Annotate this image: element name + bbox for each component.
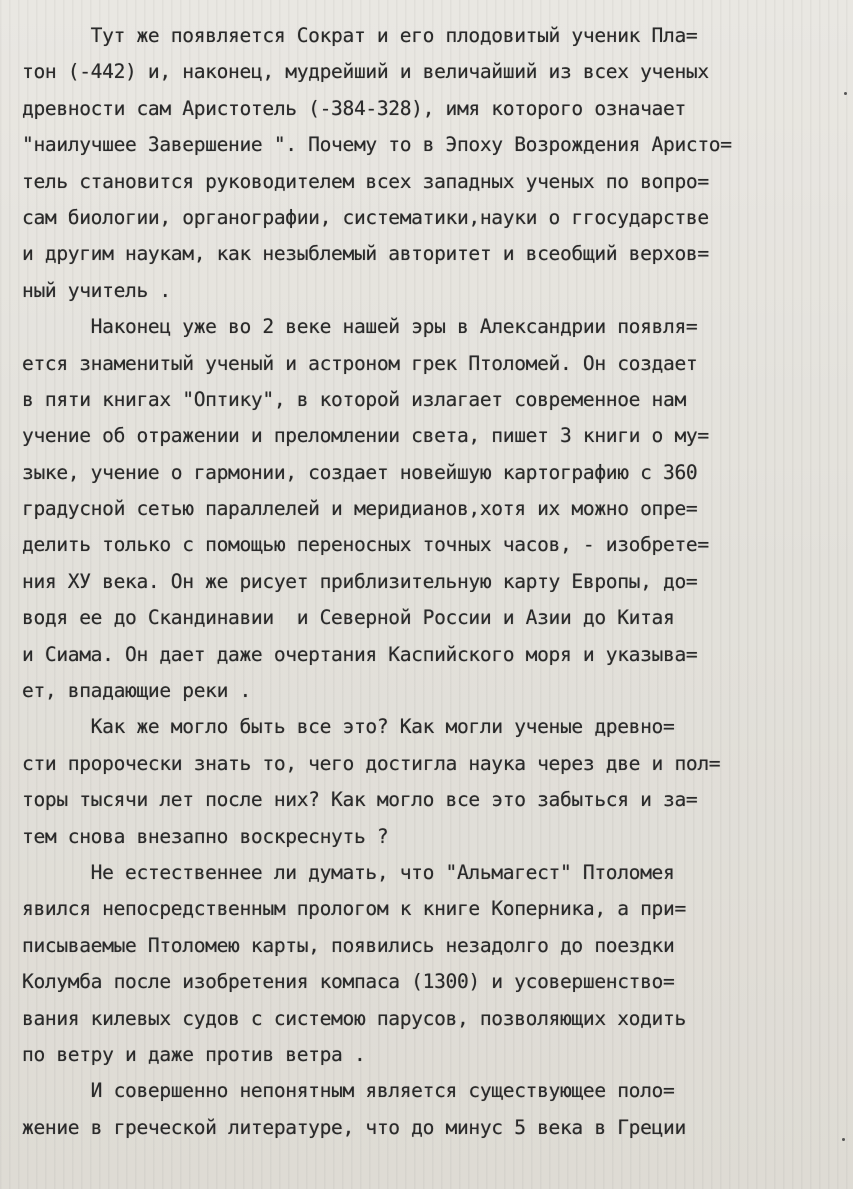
page-text [22,18,837,1146]
text-line: торы тысячи лет после них? Как могло все это забыться и за= [22,788,698,812]
text-line: ный учитель . [22,278,171,302]
text-line: древности сам Аристотель (-384-328), имя которого означает [22,96,686,120]
text-line: ет, впадающие реки . [22,679,251,703]
text-line: делить только с помощью переносных точных часов, - изобрете= [22,533,709,557]
margin-speck [842,1138,845,1141]
text-line: учение об отражении и преломлении света, пишет 3 книги о му= [22,424,709,448]
text-line: ния ХУ века. Он же рисует приблизительную карту Европы, до= [22,569,698,593]
text-line: вания килевых судов с системою парусов, позволяющих ходить [22,1006,686,1030]
text-line: Колумба после изобретения компаса (1300) и усовершенство= [22,970,675,994]
text-line: И совершенно непонятным является существующее поло= [22,1079,675,1103]
text-line: Как же могло быть все это? Как могли ученые древно= [22,715,675,739]
text-line: тон (-442) и, наконец, мудрейший и величайший из всех ученых [22,60,709,84]
text-line: ется знаменитый ученый и астроном грек Птоломей. Он создает [22,351,698,375]
text-line: по ветру и даже против ветра . [22,1042,366,1066]
text-line: Тут же появляется Сократ и его плодовитый ученик Пла= [22,24,698,47]
text-line: Не естественнее ли думать, что "Альмагест" Птоломея [22,860,675,884]
text-line: Наконец уже во 2 веке нашей эры в Александрии появля= [22,315,698,339]
text-line: писываемые Птоломею карты, появились незадолго до поездки [22,933,675,957]
text-line: сам биологии, органографии, систематики,науки о ггосударстве [22,205,709,229]
margin-speck [844,92,847,95]
text-line: явился непосредственным прологом к книге Коперника, а при= [22,897,686,921]
text-line: тель становится руководителем всех западных ученых по вопро= [22,169,709,193]
text-line: и Сиама. Он дает даже очертания Каспийского моря и указыва= [22,642,698,666]
text-line: водя ее до Скандинавии и Северной России и Азии до Китая [22,606,675,630]
text-line: в пяти книгах "Оптику", в которой излагает современное нам [22,387,686,411]
text-line: зыке, учение о гармонии, создает новейшую картографию с 360 [22,460,698,484]
text-line: градусной сетью параллелей и меридианов,хотя их можно опре= [22,497,698,521]
text-line: "наилучшее Завершение ". Почему то в Эпоху Возрождения Аристо= [22,133,732,157]
text-line: сти пророчески знать то, чего достигла наука через две и пол= [22,751,721,775]
text-line: тем снова внезапно воскреснуть ? [22,824,389,848]
text-line: жение в греческой литературе, что до минус 5 века в Греции [22,1115,686,1139]
text-line: и другим наукам, как незыблемый авторитет и всеобщий верхов= [22,242,709,266]
